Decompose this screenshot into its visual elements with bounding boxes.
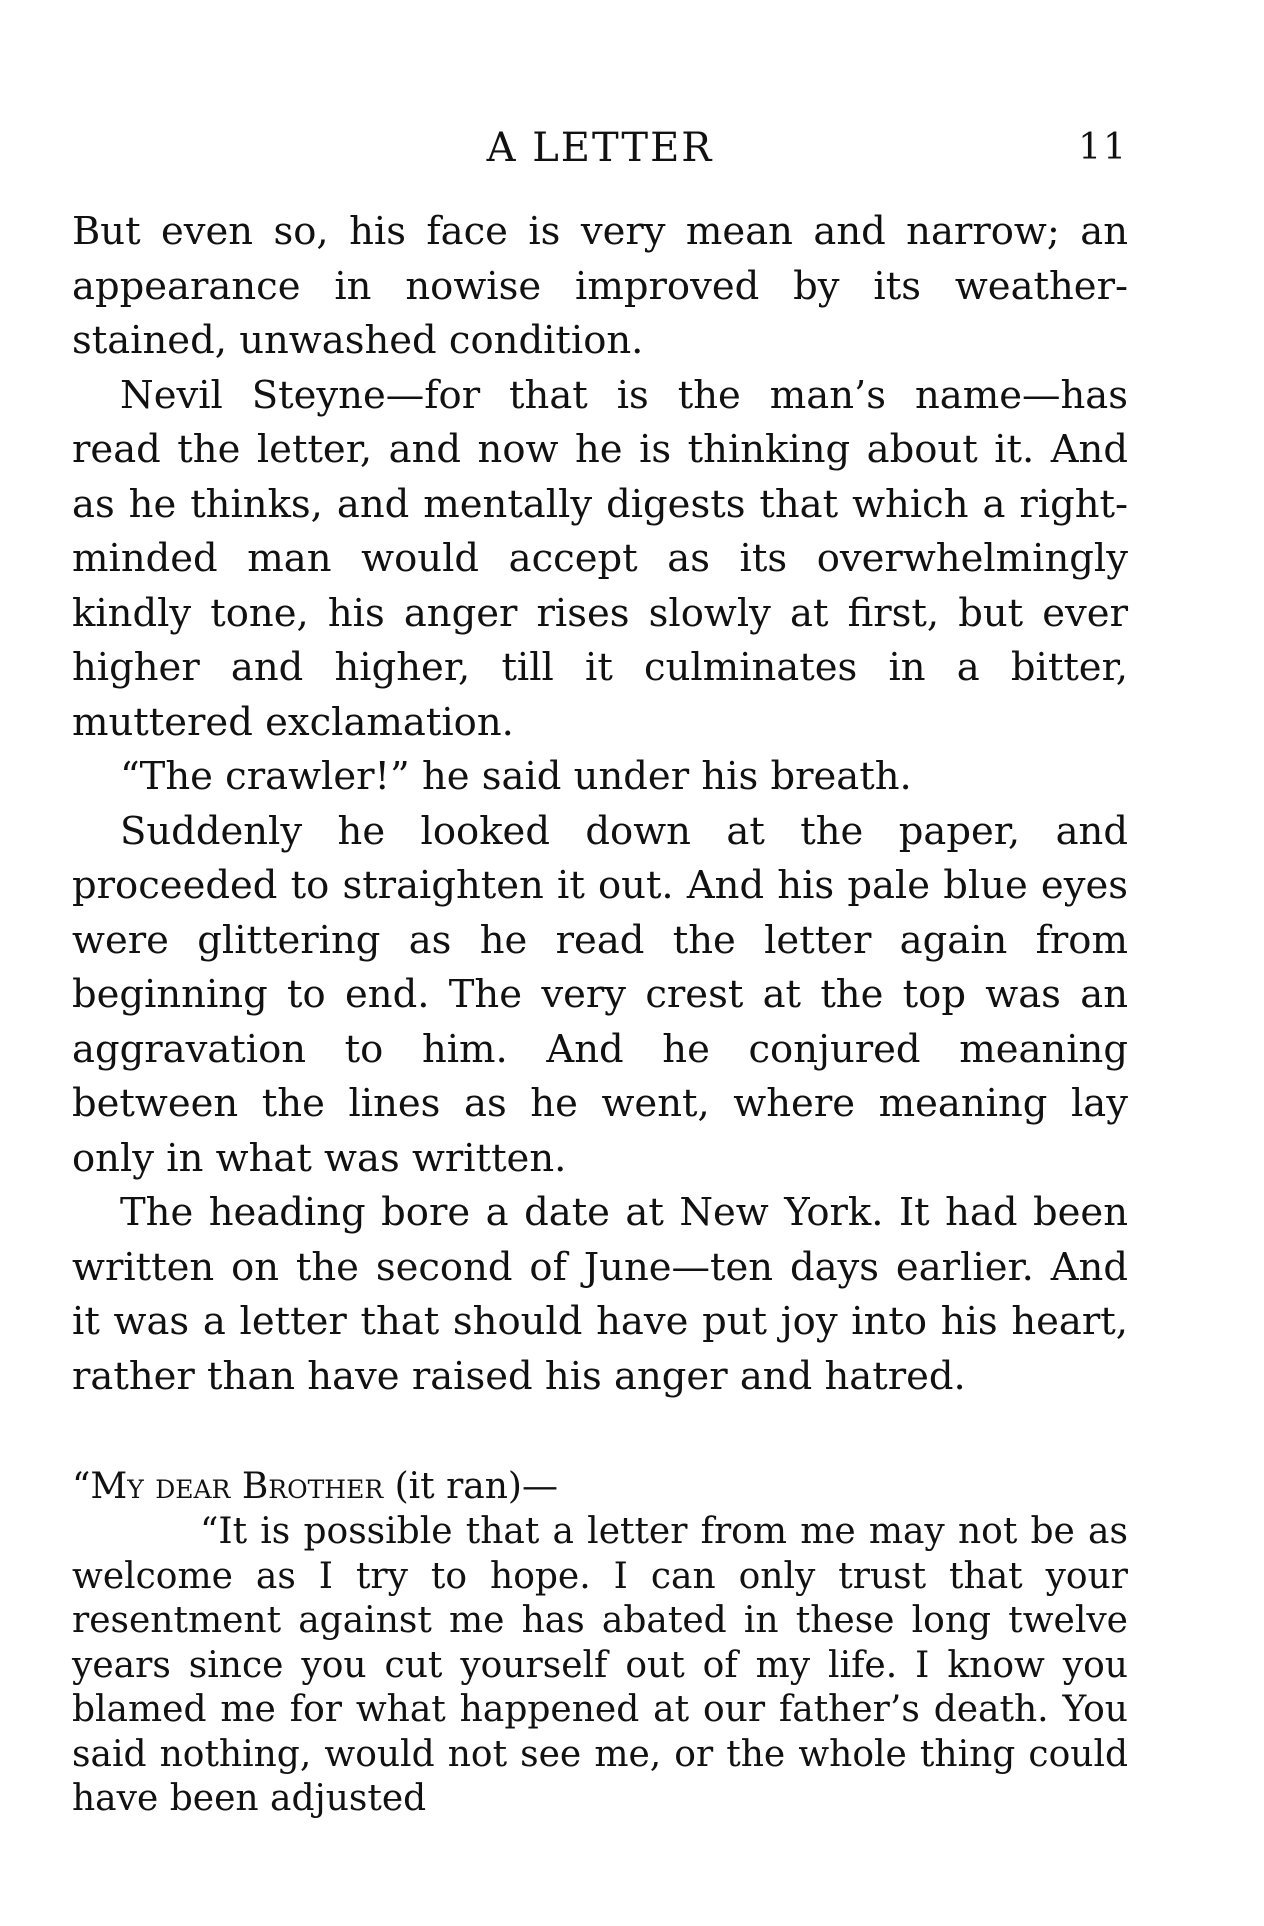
- letter-body: “It is possible that a letter from me may not be as welcome as I try to hope. I can only trust that your resentment against me has abated in these long twelve years since you cut yourself out of my life. I know you blamed me for what happened at our father’s death. You said nothing, would not see me, or the whole thing could have been adjusted: [72, 1511, 1128, 1819]
- paragraph-1: But even so, his face is very mean and narrow; an appearance in nowise improved by its weather-stained, unwashed condition.: [72, 209, 1128, 363]
- quoted-letter: [72, 1463, 1128, 1822]
- paragraph-2: Nevil Steyne—for that is the man’s name—has read the letter, and now he is thinking about it. And as he thinks, and mentally digests that which a right-minded man would accept as its overwhelmingly kindly tone, his anger rises slowly at first, but ever higher and higher, till it culminates in a bitter, muttered exclamation.: [72, 372, 1128, 745]
- page-number: 11: [1078, 127, 1128, 168]
- letter-salutation: [72, 1463, 1128, 1510]
- body-text: [72, 205, 1128, 1404]
- paragraph-5: The heading bore a date at New York. It had been written on the second of June—ten days earlier. And it was a letter that should have put joy into his heart, rather than have raised his anger and hatred.: [72, 1190, 1128, 1399]
- paragraph-4: Suddenly he looked down at the paper, and proceeded to straighten it out. And his pale blue eyes were glittering as he read the letter again from beginning to end. The very crest at the top was an aggravation to him. And he conjured meaning between the lines as he went, where meaning lay only in what was written.: [72, 808, 1128, 1181]
- salutation-suffix: (it ran)—: [383, 1466, 558, 1507]
- salutation-name: “My dear Brother: [72, 1466, 384, 1507]
- running-title: A LETTER: [486, 125, 714, 171]
- paragraph-3: “The crawler!” he said under his breath.: [120, 754, 912, 799]
- running-head: [72, 118, 1128, 178]
